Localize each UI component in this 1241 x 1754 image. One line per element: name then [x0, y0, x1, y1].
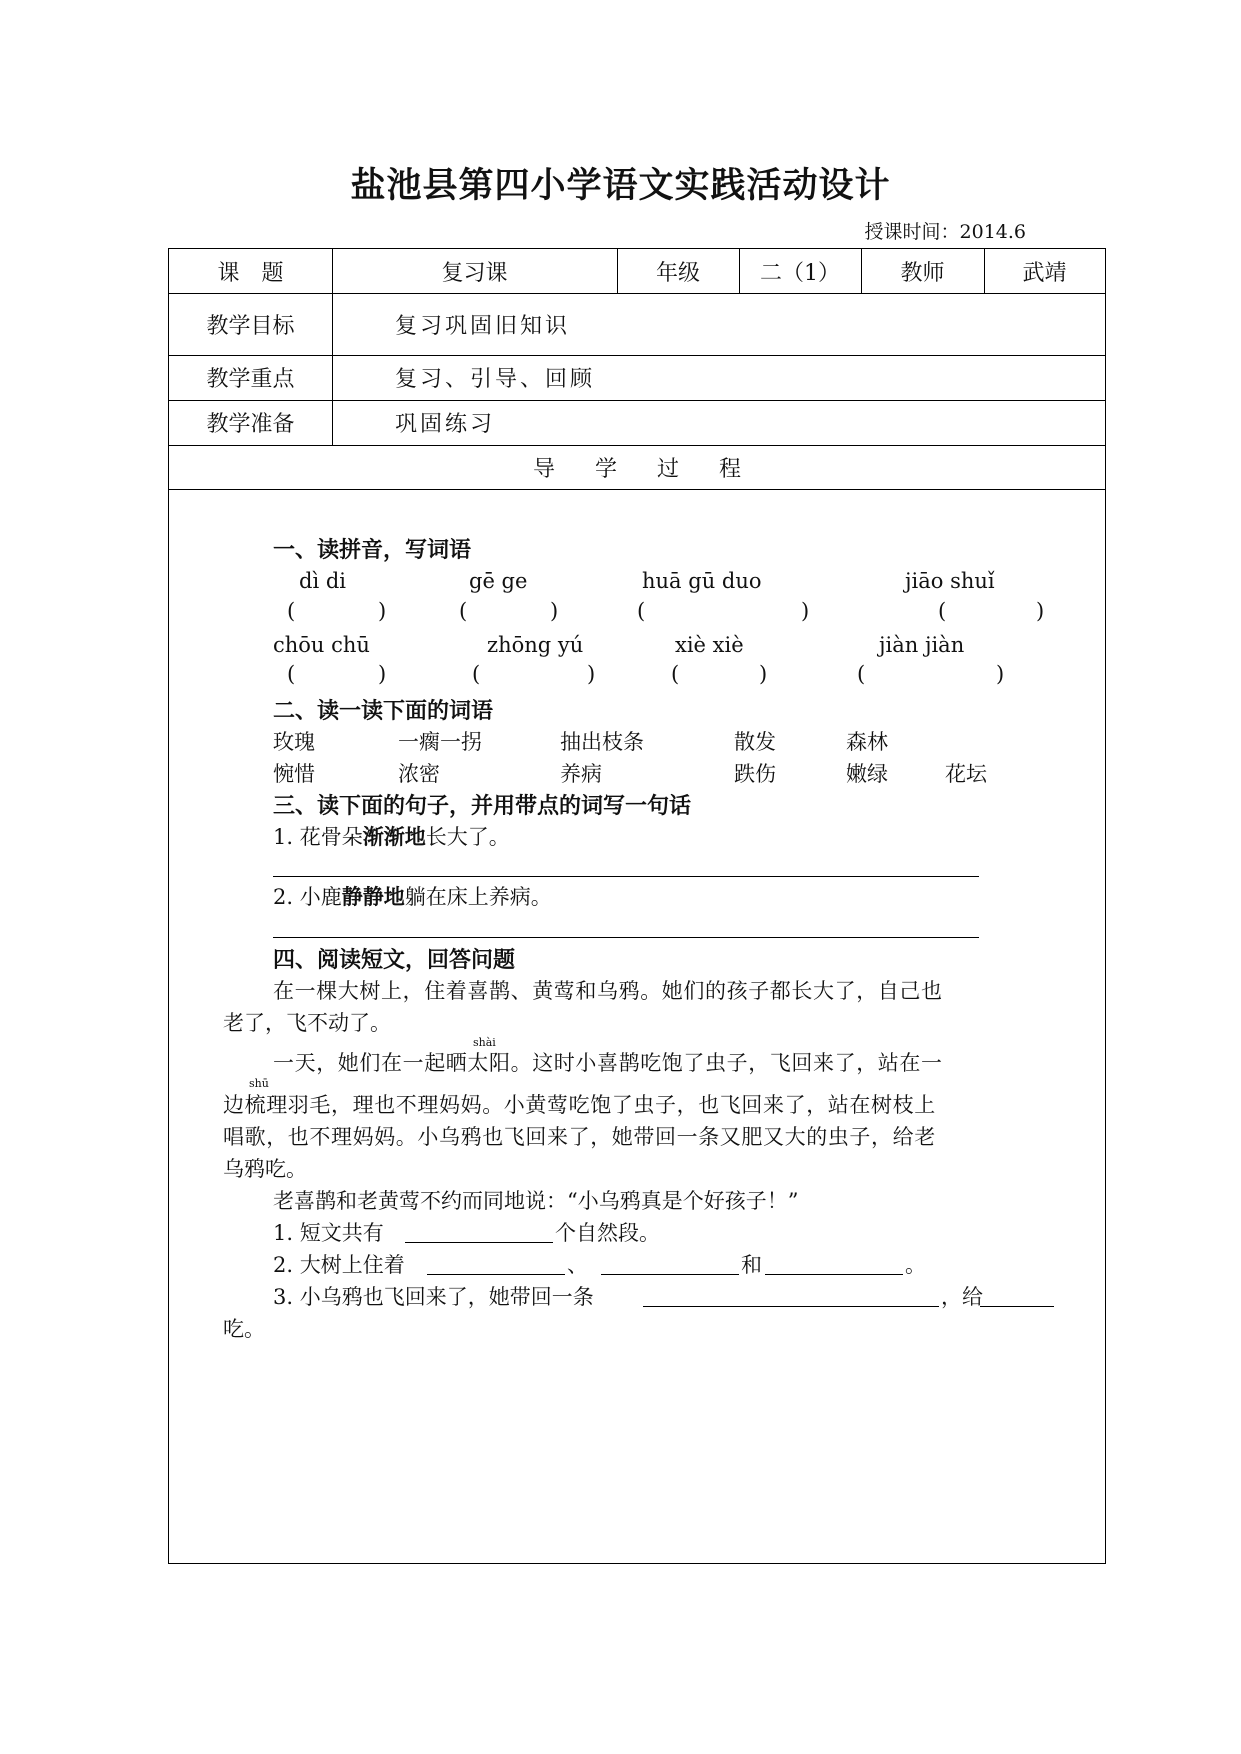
prep-label: 教学准备 — [206, 412, 295, 437]
word-item: 散发 — [734, 730, 776, 754]
answer-paren: ) — [759, 662, 768, 686]
lesson-plan-table — [168, 248, 1106, 1564]
sentence-text: 长大了。 — [425, 825, 510, 849]
word-item: 花坛 — [945, 762, 987, 786]
answer-paren: ( — [637, 599, 646, 623]
table-rule — [169, 489, 1105, 490]
answer-blank[interactable] — [601, 1274, 739, 1275]
pinyin-item: gē ge — [469, 569, 528, 593]
pinyin-item: zhōng yú — [487, 633, 584, 657]
lesson-date: 授课时间：2014.6 — [864, 221, 1026, 243]
sentence-text: 2. 小鹿 — [273, 885, 342, 909]
section1-heading: 一、读拼音，写词语 — [273, 537, 472, 563]
prep-value: 巩固练习 — [395, 412, 496, 437]
question-2-sep: 、 — [567, 1253, 588, 1277]
answer-blank[interactable] — [980, 1306, 1054, 1307]
answer-blank[interactable] — [427, 1274, 565, 1275]
answer-blank[interactable] — [405, 1242, 553, 1243]
answer-paren: ( — [287, 599, 296, 623]
question-2: 2. 大树上住着 — [273, 1253, 405, 1277]
pinyin-item: jiāo shuǐ — [905, 569, 995, 593]
pinyin-item: jiàn jiàn — [879, 633, 965, 657]
focus-label: 教学重点 — [206, 367, 295, 392]
focus-value: 复习、引导、回顾 — [395, 367, 596, 392]
answer-blank[interactable] — [765, 1274, 903, 1275]
teacher-value: 武靖 — [1022, 260, 1067, 286]
dotted-word: 静静地 — [341, 884, 405, 909]
pinyin-annotation: shū — [249, 1077, 269, 1090]
section4-heading: 四、阅读短文，回答问题 — [273, 947, 516, 973]
passage-line: 唱歌，也不理妈妈。小乌鸦也飞回来了，她带回一条又肥又大的虫子，给老 — [223, 1125, 936, 1149]
sentence-1 — [273, 821, 510, 851]
question-2-end: 。 — [905, 1253, 926, 1277]
sentence-2 — [273, 881, 552, 911]
section3-heading: 三、读下面的句子，并用带点的词写一句话 — [273, 793, 692, 819]
sentence-text: 躺在床上养病。 — [404, 885, 552, 909]
teacher-label: 教师 — [900, 260, 945, 286]
subject-label: 课 题 — [217, 260, 284, 286]
answer-paren: ) — [378, 662, 387, 686]
passage-line: 乌鸦吃。 — [223, 1157, 307, 1181]
word-item: 浓密 — [398, 762, 440, 786]
word-item: 跌伤 — [734, 762, 776, 786]
process-heading: 导学过程 — [532, 456, 781, 482]
word-item: 抽出枝条 — [560, 730, 644, 754]
word-item: 玫瑰 — [273, 730, 315, 754]
goal-value: 复习巩固旧知识 — [395, 313, 571, 339]
answer-paren: ) — [1036, 599, 1045, 623]
pinyin-item: huā gū duo — [642, 569, 762, 593]
grade-label: 年级 — [655, 260, 700, 286]
question-3-end: 吃。 — [223, 1317, 265, 1341]
answer-paren: ) — [587, 662, 596, 686]
question-3-mid: ，给 — [941, 1285, 983, 1309]
word-item: 一瘸一拐 — [398, 730, 482, 754]
word-item: 森林 — [846, 730, 888, 754]
answer-paren: ( — [938, 599, 947, 623]
pinyin-annotation: shài — [473, 1036, 496, 1049]
pinyin-item: chōu chū — [273, 633, 370, 657]
question-1: 1. 短文共有 — [273, 1221, 384, 1245]
answer-paren: ) — [996, 662, 1005, 686]
answer-paren: ) — [378, 599, 387, 623]
pinyin-item: xiè xiè — [675, 633, 744, 657]
answer-paren: ( — [671, 662, 680, 686]
answer-paren: ) — [801, 599, 810, 623]
answer-paren: ( — [472, 662, 481, 686]
document-title: 盐池县第四小学语文实践活动设计 — [350, 165, 891, 206]
passage-line: 一天，她们在一起晒太阳。这时小喜鹊吃饱了虫子，飞回来了，站在一 — [273, 1051, 943, 1075]
question-2-sep: 和 — [741, 1253, 762, 1277]
question-3: 3. 小乌鸦也飞回来了，她带回一条 — [273, 1285, 594, 1309]
answer-paren: ( — [459, 599, 468, 623]
answer-blank[interactable] — [643, 1306, 939, 1307]
word-item: 惋惜 — [273, 762, 315, 786]
goal-label: 教学目标 — [206, 313, 295, 339]
sentence-text: 1. 花骨朵 — [273, 825, 363, 849]
subject-value: 复习课 — [441, 260, 508, 286]
passage-line: 老了，飞不动了。 — [223, 1011, 391, 1035]
pinyin-item: dì di — [299, 569, 346, 593]
word-item: 养病 — [560, 762, 602, 786]
passage-line: 在一棵大树上，住着喜鹊、黄莺和乌鸦。她们的孩子都长大了，自己也 — [273, 979, 943, 1003]
answer-paren: ( — [857, 662, 866, 686]
answer-line — [273, 937, 979, 938]
section2-heading: 二、读一读下面的词语 — [273, 698, 494, 724]
answer-line — [273, 876, 979, 877]
word-item: 嫩绿 — [846, 762, 888, 786]
answer-paren: ( — [287, 662, 296, 686]
grade-value: 二（1） — [760, 260, 840, 286]
passage-line: 边梳理羽毛，理也不理妈妈。小黄莺吃饱了虫子，也飞回来了，站在树枝上 — [223, 1093, 936, 1117]
dotted-word: 渐渐地 — [362, 824, 426, 849]
passage-line: 老喜鹊和老黄莺不约而同地说：“小乌鸦真是个好孩子！” — [273, 1189, 799, 1213]
question-1-end: 个自然段。 — [555, 1221, 660, 1245]
answer-paren: ) — [550, 599, 559, 623]
